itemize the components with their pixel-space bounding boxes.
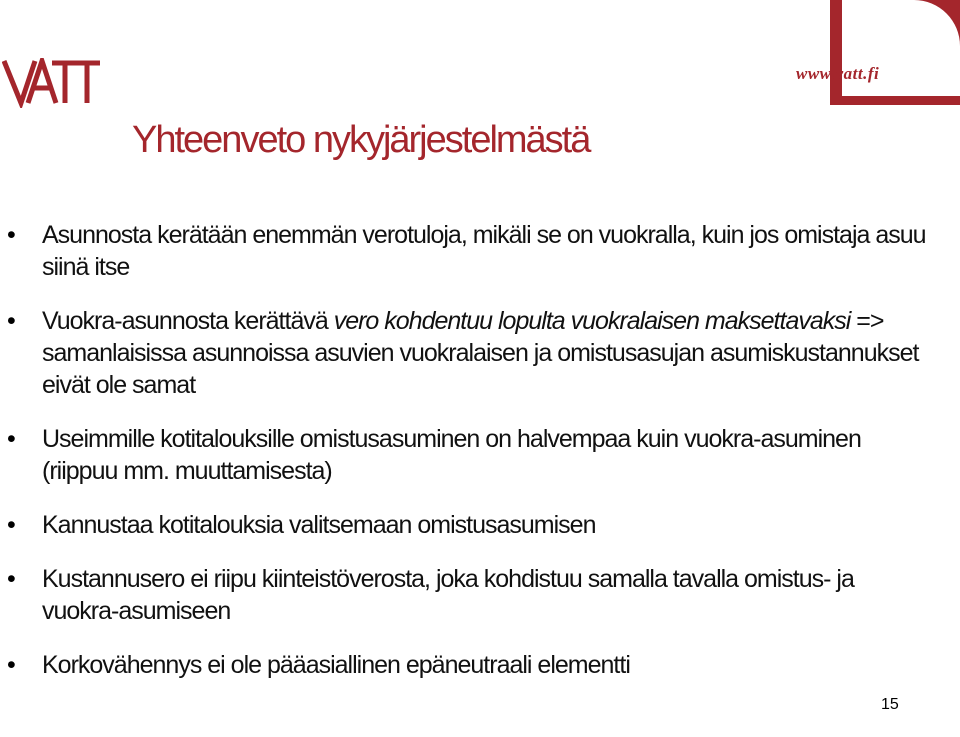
bullet-item xyxy=(0,509,930,541)
slide-title: Yhteenveto nykyjärjestelmästä xyxy=(132,119,590,161)
bullet-text: Vuokra-asunnosta kerättävä xyxy=(42,307,334,335)
bullet-text: => samanlaisissa asunnoissa asuvien vuokralaisen ja omistusasujan asumiskustannukset eivät ole samat xyxy=(42,307,919,399)
bullet-item xyxy=(0,305,930,401)
bullet-text: Korkovähennys ei ole pääasiallinen epäneutraali elementti xyxy=(42,651,630,679)
bullet-text: Kustannusero ei riipu kiinteistöverosta, joka kohdistuu samalla tavalla omistus- ja vuokra-asumiseen xyxy=(42,565,854,625)
bullet-list xyxy=(0,219,930,703)
vatt-logo-graphic xyxy=(2,58,102,108)
bullet-item xyxy=(0,563,930,627)
bullet-emphasis: vero kohdentuu lopulta vuokralaisen maksettavaksi xyxy=(333,307,851,335)
bullet-item xyxy=(0,423,930,487)
bullet-item xyxy=(0,649,930,681)
website-url[interactable]: www.vatt.fi xyxy=(796,64,880,83)
page-number: 15 xyxy=(881,696,899,713)
bullet-text: Useimmille kotitalouksille omistusasuminen on halvempaa kuin vuokra-asuminen (riippuu mm. muuttamisesta) xyxy=(42,425,861,485)
bullet-item xyxy=(0,219,930,283)
vatt-logo xyxy=(2,58,102,113)
bullet-text: Asunnosta kerätään enemmän verotuloja, mikäli se on vuokralla, kuin jos omistaja asuu siinä itse xyxy=(42,221,926,281)
bullet-text: Kannustaa kotitalouksia valitsemaan omistusasumisen xyxy=(42,511,596,539)
